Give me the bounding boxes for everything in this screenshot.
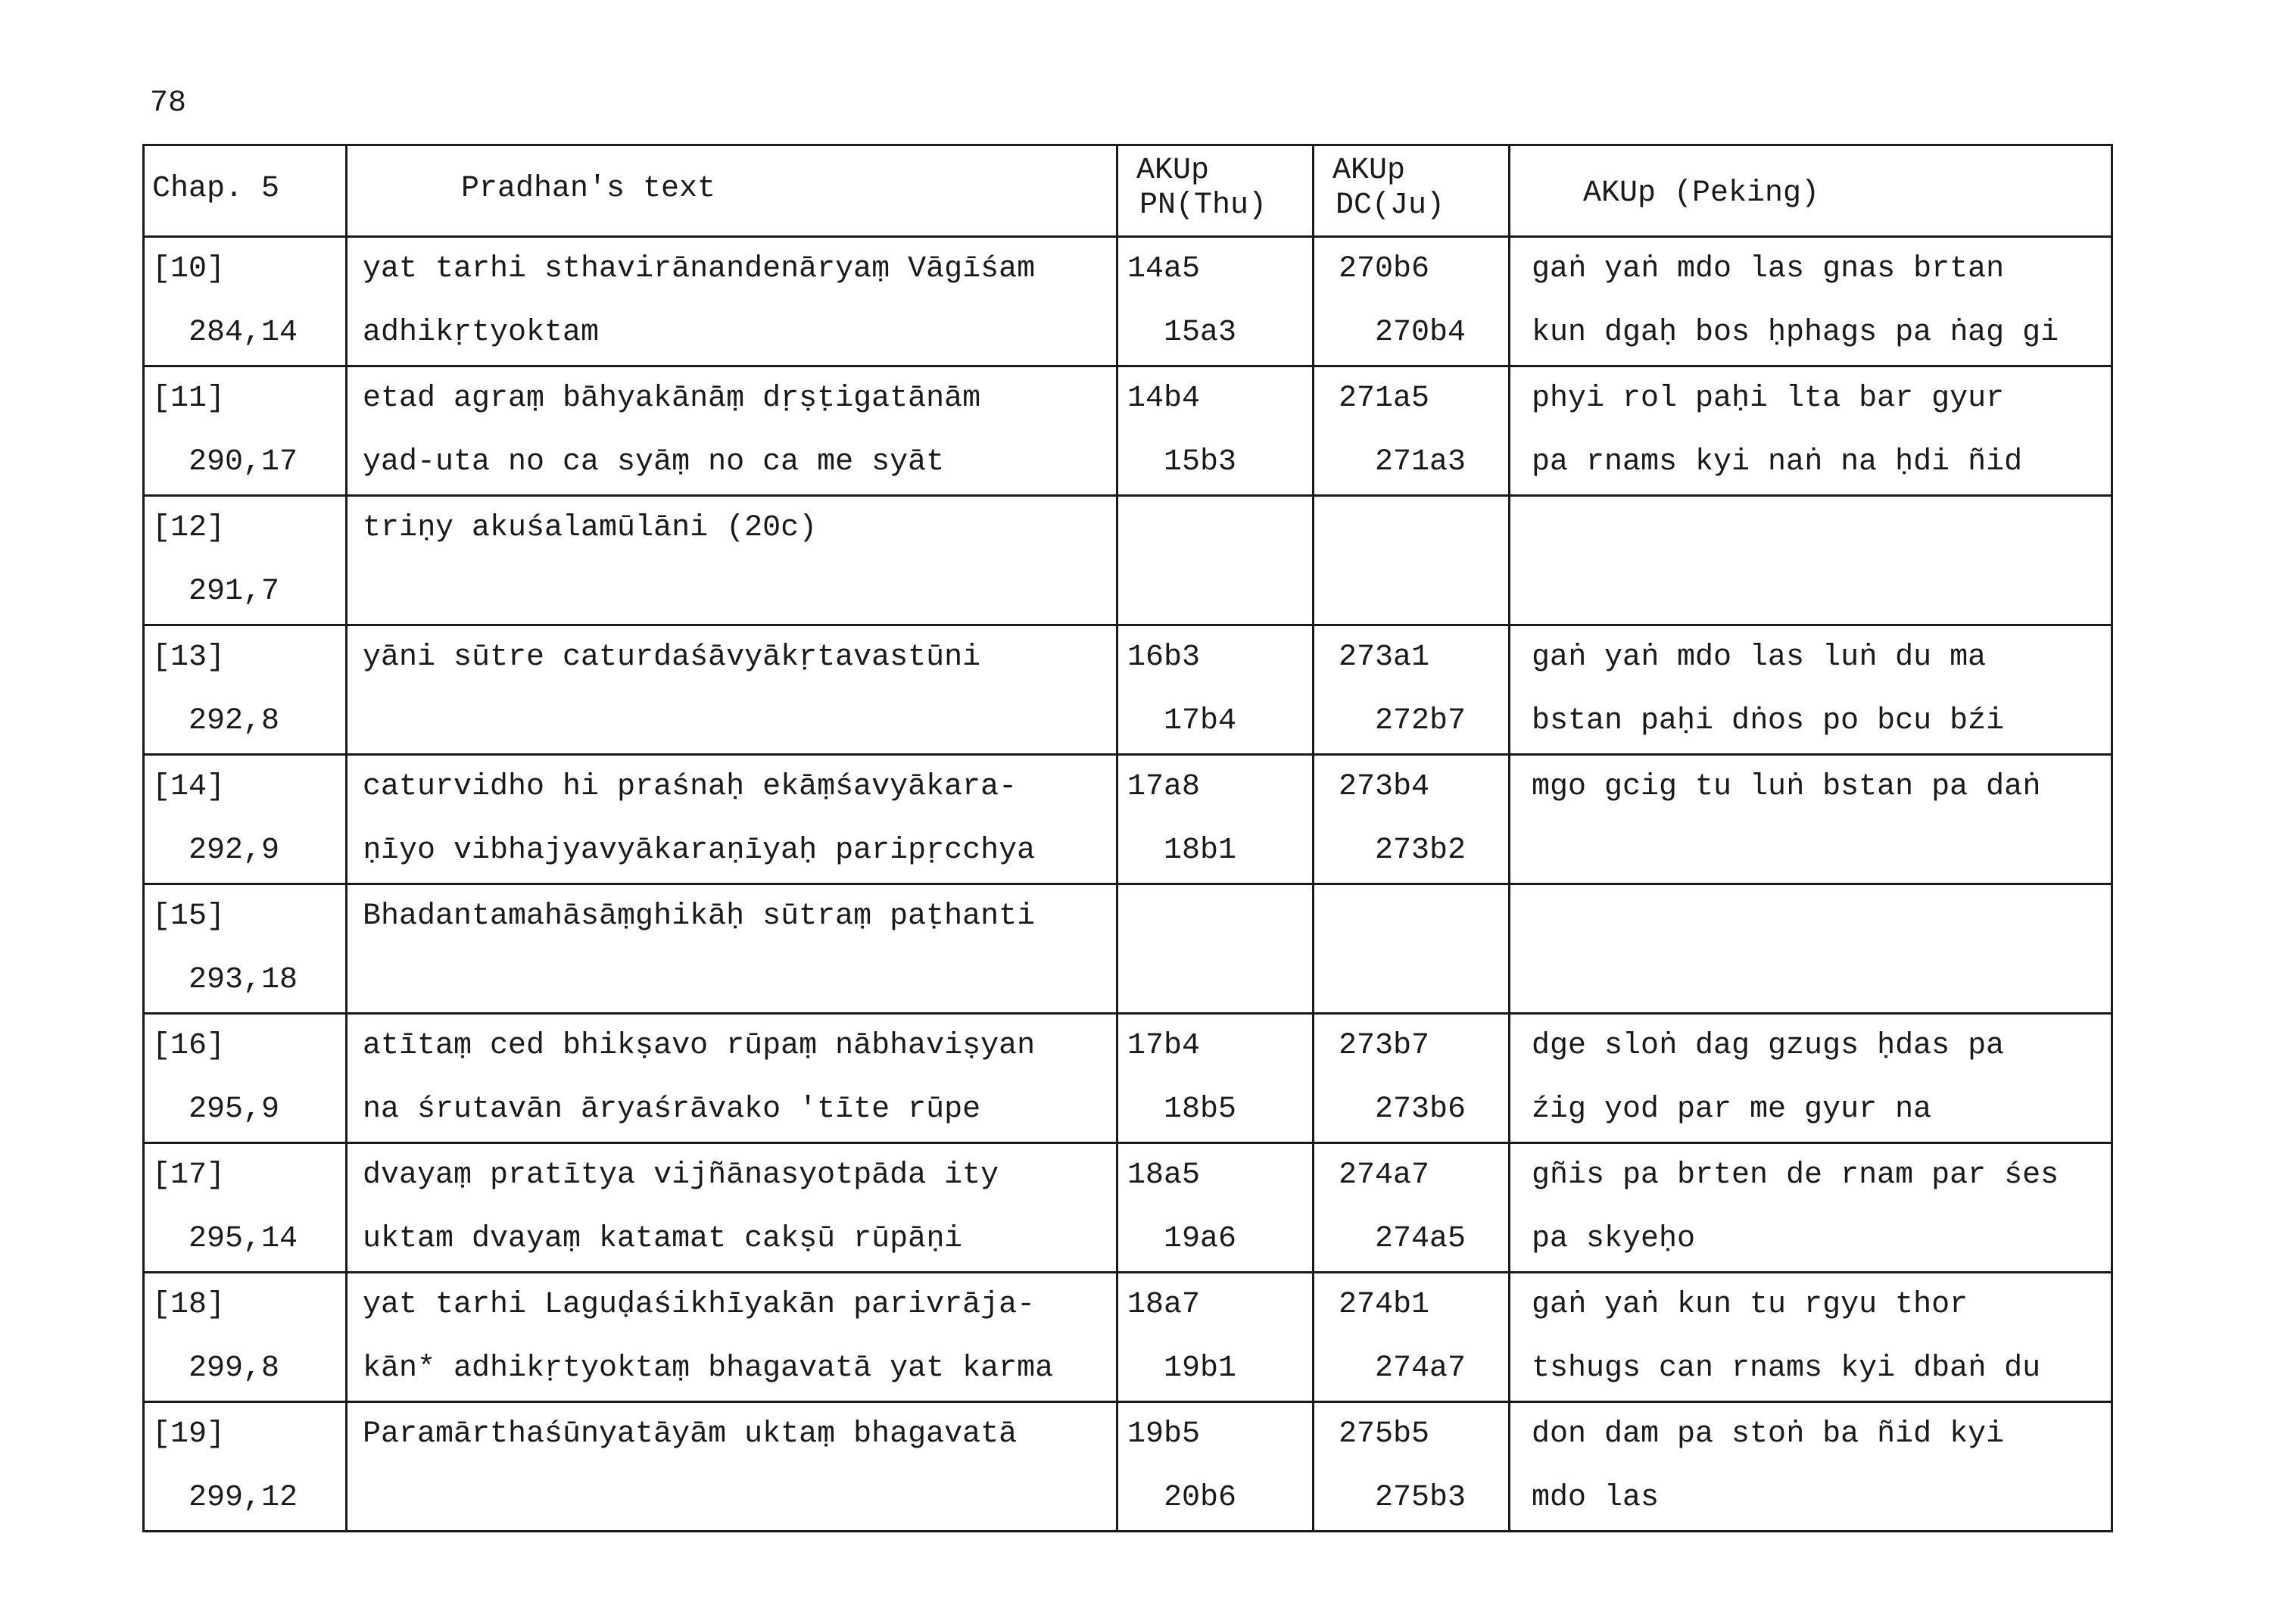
chapter-line-2: 299,12: [189, 1481, 298, 1515]
header-akup-peking: [1510, 145, 2112, 237]
akup-dc-line-2: 271a3: [1375, 445, 1466, 479]
header-akup-dc-line2: DC(Ju): [1336, 189, 1445, 223]
akup-dc-line-1: 273b7: [1339, 1029, 1430, 1063]
chapter-line-2: 299,8: [189, 1351, 280, 1386]
akup-peking-line-1: don dam pa stoṅ ba ñid kyi: [1532, 1417, 2005, 1451]
chapter-line-1: [17]: [152, 1158, 226, 1192]
akup-pn-line-1: [1118, 885, 1312, 949]
cell-akup-peking: [1510, 1273, 2112, 1402]
akup-peking-line-2: kun dgaḥ bos ḥphags pa ṅag gi: [1532, 316, 2059, 350]
table-row: [144, 1014, 2112, 1143]
cell-pradhan-text: [347, 1014, 1117, 1143]
akup-dc-line-2: 273b2: [1375, 834, 1466, 868]
akup-dc-line-1: 273a1: [1339, 641, 1430, 675]
chapter-line-2: 290,17: [189, 445, 298, 479]
cell-akup-dc: [1314, 1273, 1510, 1402]
pradhan-text-line-1: caturvidho hi praśnaḥ ekāṃśavyākara-: [363, 770, 1018, 804]
table-row: [144, 237, 2112, 366]
cell-chapter: [144, 884, 347, 1014]
cell-pradhan-text: [347, 496, 1117, 625]
table-row: [144, 1273, 2112, 1402]
akup-pn-line-1: 19b5: [1127, 1417, 1201, 1451]
chapter-line-2: 291,7: [189, 575, 280, 609]
pradhan-text-line-1: yat tarhi Laguḍaśikhīyakān parivrāja-: [363, 1288, 1036, 1322]
pradhan-text-line-1: dvayaṃ pratītya vijñānasyotpāda ity: [363, 1158, 999, 1192]
akup-pn-line-1: 17a8: [1127, 770, 1201, 804]
cell-akup-peking: [1510, 755, 2112, 884]
akup-peking-line-2: mdo las: [1532, 1481, 1660, 1515]
akup-peking-line-2: źig yod par me gyur na: [1532, 1093, 1932, 1127]
akup-peking-line-1: [1510, 497, 2111, 560]
cell-akup-peking: [1510, 1143, 2112, 1273]
table-row: [144, 755, 2112, 884]
akup-pn-line-2: 15b3: [1164, 445, 1237, 479]
akup-pn-line-2: 18b5: [1164, 1093, 1237, 1127]
akup-dc-line-2: 272b7: [1375, 704, 1466, 738]
chapter-line-1: [10]: [152, 252, 226, 286]
akup-peking-line-1: phyi rol paḥi lta bar gyur: [1532, 382, 2005, 416]
cell-akup-dc: [1314, 496, 1510, 625]
cell-chapter: [144, 1273, 347, 1402]
akup-dc-line-2: 274a7: [1375, 1351, 1466, 1386]
cell-akup-dc: [1314, 1014, 1510, 1143]
header-pradhan-text: [347, 145, 1117, 237]
cell-pradhan-text: [347, 625, 1117, 755]
cell-akup-pn: [1117, 625, 1314, 755]
akup-pn-line-2: 17b4: [1164, 704, 1237, 738]
cell-akup-pn: [1117, 884, 1314, 1014]
akup-dc-line-1: [1314, 885, 1508, 949]
akup-dc-line-2: 270b4: [1375, 316, 1466, 350]
cell-pradhan-text: [347, 1273, 1117, 1402]
header-akup-dc: [1314, 145, 1510, 237]
akup-pn-line-1: 18a5: [1127, 1158, 1201, 1192]
pradhan-text-line-2: adhikṛtyoktam: [363, 316, 600, 350]
akup-dc-line-1: 270b6: [1339, 252, 1430, 286]
cell-chapter: [144, 1014, 347, 1143]
cell-akup-dc: [1314, 237, 1510, 366]
akup-pn-line-2: 19a6: [1164, 1222, 1237, 1256]
chapter-line-1: [11]: [152, 382, 226, 416]
cell-chapter: [144, 366, 347, 496]
table-row: [144, 496, 2112, 625]
cell-akup-dc: [1314, 1402, 1510, 1532]
cell-chapter: [144, 496, 347, 625]
cell-pradhan-text: [347, 755, 1117, 884]
akup-peking-line-2: bstan paḥi dṅos po bcu bźi: [1532, 704, 2005, 738]
akup-pn-line-2: [1118, 560, 1312, 624]
pradhan-text-line-1: yat tarhi sthavirānandenāryaṃ Vāgīśam: [363, 252, 1036, 286]
akup-peking-line-1: gaṅ yaṅ mdo las gnas brtan: [1532, 252, 2005, 286]
chapter-line-1: [13]: [152, 641, 226, 675]
akup-peking-line-1: gñis pa brten de rnam par śes: [1532, 1158, 2059, 1192]
akup-dc-line-1: 273b4: [1339, 770, 1430, 804]
pradhan-text-line-2: [348, 949, 1116, 1012]
pradhan-text-line-1: Paramārthaśūnyatāyām uktaṃ bhagavatā: [363, 1417, 1018, 1451]
chapter-line-2: 295,9: [189, 1093, 280, 1127]
header-chapter-label: Chap. 5: [152, 172, 280, 206]
header-akup-pn: [1117, 145, 1314, 237]
header-pradhan-text-label: Pradhan's text: [461, 172, 716, 206]
pradhan-text-line-1: yāni sūtre caturdaśāvyākṛtavastūni: [363, 641, 981, 675]
akup-pn-line-2: [1118, 949, 1312, 1012]
cell-pradhan-text: [347, 237, 1117, 366]
pradhan-text-line-1: Bhadantamahāsāṃghikāḥ sūtraṃ paṭhanti: [363, 899, 1036, 934]
header-akup-dc-line1: AKUp: [1332, 154, 1406, 188]
akup-peking-line-1: [1510, 885, 2111, 949]
akup-dc-line-1: 275b5: [1339, 1417, 1430, 1451]
cell-akup-dc: [1314, 625, 1510, 755]
akup-peking-line-1: mgo gcig tu luṅ bstan pa daṅ: [1532, 770, 2041, 804]
cell-akup-pn: [1117, 496, 1314, 625]
cell-akup-pn: [1117, 1273, 1314, 1402]
cell-akup-peking: [1510, 237, 2112, 366]
akup-dc-line-2: 275b3: [1375, 1481, 1466, 1515]
cell-akup-pn: [1117, 1143, 1314, 1273]
pradhan-text-line-2: [348, 560, 1116, 624]
akup-pn-line-1: 14b4: [1127, 382, 1201, 416]
table-row: [144, 1143, 2112, 1273]
akup-peking-line-2: [1510, 819, 2111, 883]
cell-akup-pn: [1117, 1014, 1314, 1143]
akup-dc-line-2: 274a5: [1375, 1222, 1466, 1256]
akup-peking-line-1: dge sloṅ dag gzugs ḥdas pa: [1532, 1029, 2005, 1063]
header-chapter: [144, 145, 347, 237]
table-row: [144, 625, 2112, 755]
akup-pn-line-1: 14a5: [1127, 252, 1201, 286]
cell-akup-pn: [1117, 237, 1314, 366]
akup-peking-line-2: tshugs can rnams kyi dbaṅ du: [1532, 1351, 2041, 1386]
cell-chapter: [144, 237, 347, 366]
chapter-line-1: [18]: [152, 1288, 226, 1322]
table-row: [144, 366, 2112, 496]
cell-pradhan-text: [347, 884, 1117, 1014]
pradhan-text-line-2: na śrutavān āryaśrāvako 'tīte rūpe: [363, 1093, 981, 1127]
akup-pn-line-1: 16b3: [1127, 641, 1201, 675]
header-akup-peking-label: AKUp (Peking): [1583, 176, 1820, 210]
akup-pn-line-2: 19b1: [1164, 1351, 1237, 1386]
cell-akup-dc: [1314, 755, 1510, 884]
cell-akup-dc: [1314, 884, 1510, 1014]
akup-peking-line-1: gaṅ yaṅ kun tu rgyu thor: [1532, 1288, 1968, 1322]
akup-peking-line-2: pa skyeḥo: [1532, 1222, 1696, 1256]
akup-peking-line-1: gaṅ yaṅ mdo las luṅ du ma: [1532, 641, 1987, 675]
cell-akup-peking: [1510, 496, 2112, 625]
chapter-line-2: 292,9: [189, 834, 280, 868]
akup-pn-line-1: 17b4: [1127, 1029, 1201, 1063]
pradhan-text-line-2: ṇīyo vibhajyavyākaraṇīyaḥ paripṛcchya: [363, 834, 1036, 868]
cell-akup-pn: [1117, 1402, 1314, 1532]
akup-pn-line-2: 15a3: [1164, 316, 1237, 350]
akup-pn-line-1: [1118, 497, 1312, 560]
table-row: [144, 884, 2112, 1014]
cell-akup-peking: [1510, 625, 2112, 755]
page-number: 78: [150, 86, 187, 120]
cell-akup-dc: [1314, 1143, 1510, 1273]
akup-peking-line-2: pa rnams kyi naṅ na ḥdi ñid: [1532, 445, 2023, 479]
cell-pradhan-text: [347, 1402, 1117, 1532]
header-akup-pn-line2: PN(Thu): [1139, 189, 1267, 223]
header-akup-pn-line1: AKUp: [1136, 154, 1210, 188]
cell-pradhan-text: [347, 1143, 1117, 1273]
chapter-line-2: 284,14: [189, 316, 298, 350]
pradhan-text-line-2: [348, 690, 1116, 753]
cell-akup-pn: [1117, 755, 1314, 884]
akup-dc-line-1: 271a5: [1339, 382, 1430, 416]
chapter-line-1: [19]: [152, 1417, 226, 1451]
akup-pn-line-2: 18b1: [1164, 834, 1237, 868]
cell-akup-peking: [1510, 884, 2112, 1014]
pradhan-text-line-2: yad-uta no ca syāṃ no ca me syāt: [363, 445, 945, 479]
chapter-line-1: [14]: [152, 770, 226, 804]
chapter-line-2: 292,8: [189, 704, 280, 738]
akup-dc-line-2: [1314, 560, 1508, 624]
table-body: [144, 237, 2112, 1532]
concordance-table: [142, 144, 2113, 1532]
akup-peking-line-2: [1510, 949, 2111, 1012]
akup-dc-line-1: [1314, 497, 1508, 560]
cell-pradhan-text: [347, 366, 1117, 496]
table-row: [144, 1402, 2112, 1532]
pradhan-text-line-1: etad agraṃ bāhyakānāṃ dṛṣṭigatānām: [363, 382, 981, 416]
akup-pn-line-2: 20b6: [1164, 1481, 1237, 1515]
akup-peking-line-2: [1510, 560, 2111, 624]
table-header-row: [144, 145, 2112, 237]
pradhan-text-line-1: triṇy akuśalamūlāni (20c): [363, 511, 818, 545]
akup-dc-line-2: 273b6: [1375, 1093, 1466, 1127]
cell-chapter: [144, 755, 347, 884]
pradhan-text-line-2: [348, 1467, 1116, 1530]
chapter-line-2: 295,14: [189, 1222, 298, 1256]
chapter-line-2: 293,18: [189, 963, 298, 997]
akup-dc-line-2: [1314, 949, 1508, 1012]
cell-akup-peking: [1510, 366, 2112, 496]
pradhan-text-line-2: uktam dvayaṃ katamat cakṣū rūpāṇi: [363, 1222, 963, 1256]
pradhan-text-line-1: atītaṃ ced bhikṣavo rūpaṃ nābhaviṣyan: [363, 1029, 1036, 1063]
cell-akup-peking: [1510, 1402, 2112, 1532]
cell-chapter: [144, 1143, 347, 1273]
akup-pn-line-1: 18a7: [1127, 1288, 1201, 1322]
akup-dc-line-1: 274a7: [1339, 1158, 1430, 1192]
cell-akup-pn: [1117, 366, 1314, 496]
chapter-line-1: [12]: [152, 511, 226, 545]
akup-dc-line-1: 274b1: [1339, 1288, 1430, 1322]
cell-chapter: [144, 625, 347, 755]
cell-akup-dc: [1314, 366, 1510, 496]
cell-chapter: [144, 1402, 347, 1532]
cell-akup-peking: [1510, 1014, 2112, 1143]
chapter-line-1: [15]: [152, 899, 226, 934]
chapter-line-1: [16]: [152, 1029, 226, 1063]
pradhan-text-line-2: kān* adhikṛtyoktaṃ bhagavatā yat karma: [363, 1351, 1054, 1386]
